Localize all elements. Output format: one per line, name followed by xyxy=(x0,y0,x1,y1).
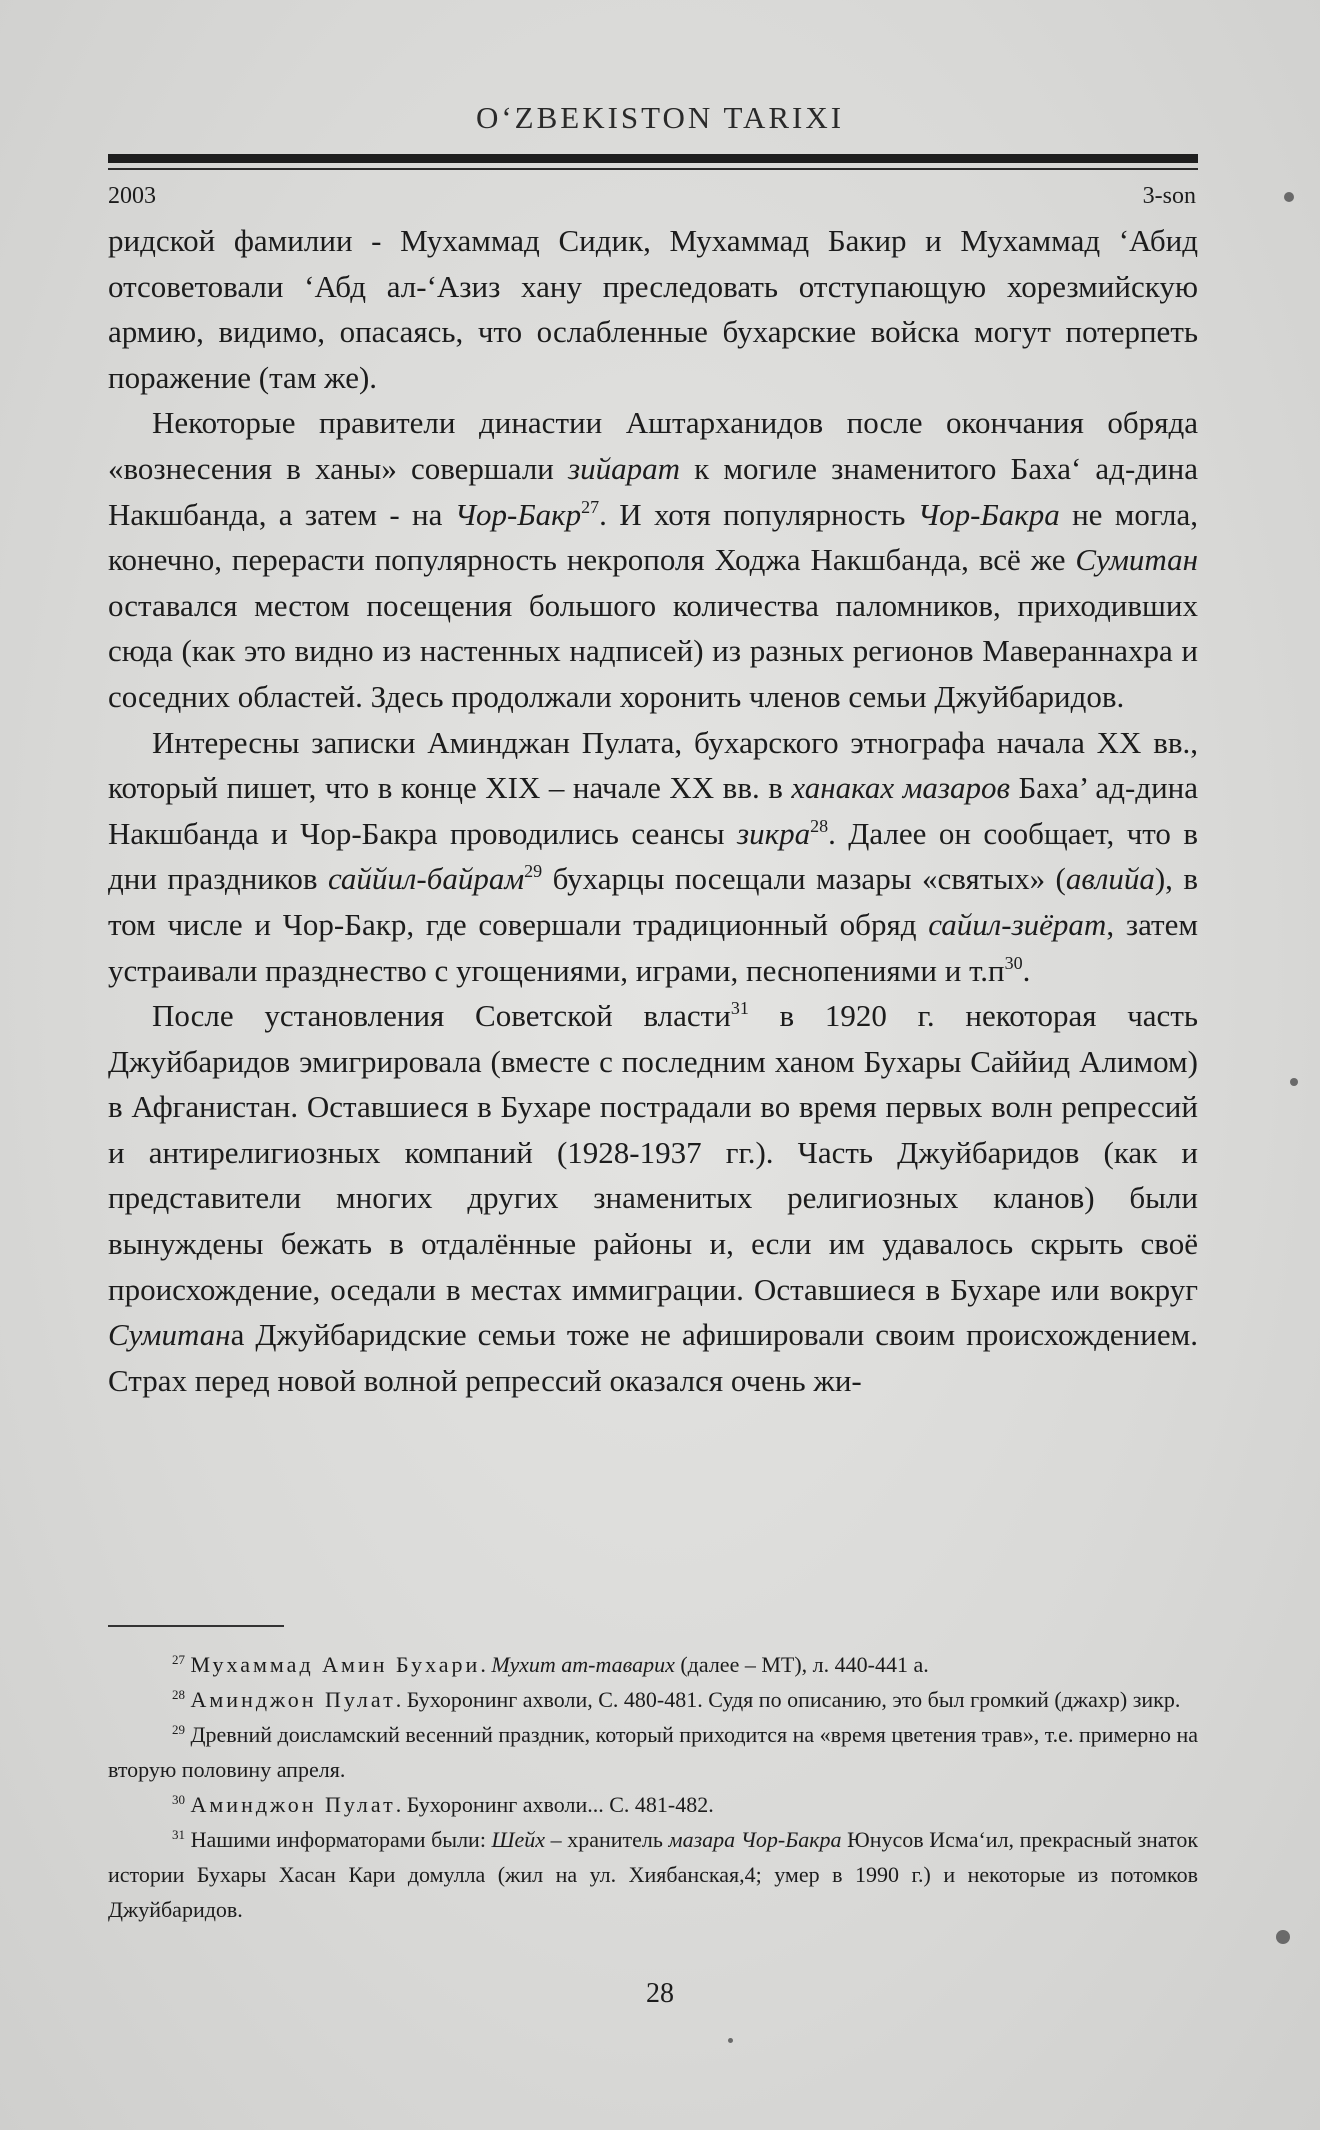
footnote-30: $^{30}$ Аминджон Пулат. Бухоронинг ахволи... С. 481-482. xyxy=(172,1792,714,1817)
scan-speck xyxy=(1290,1078,1298,1086)
page-number: 28 xyxy=(646,1978,674,2009)
footnote-ref-29[interactable]: 29 xyxy=(524,861,543,882)
header-rule-thin xyxy=(108,168,1198,170)
footnote-ref-30[interactable]: 30 xyxy=(1004,952,1023,973)
footnote-ref-31[interactable]: 31 xyxy=(730,998,749,1019)
main-text xyxy=(108,218,1198,1403)
header-rule-thick xyxy=(108,154,1198,163)
paragraph-1: ридской фамилии - Мухаммад Сидик, Мухаммад Бакир и Мухаммад ‘Абид отсоветовали ‘Абд ал-‘Азиз хану преследовать отступающую хорезмийскую армию, видимо, опасаясь, что ослабленные бухарские войска могут потерпеть поражение (там же). xyxy=(108,223,1198,395)
paragraph-2: Некоторые правители династии Аштарханидов после окончания обряда «вознесения в ханы» совершали зийарат к могиле знаменитого Баха‘ ад-дина Накшбанда, а затем - на Чор-Бакр$^{27}$. И хотя популярность Чор-Бакра не могла, конечно, перерасти популярность некрополя Ходжа Накшбанда, всё же Сумитан оставался местом посещения большого количества паломников, приходивших сюда (как это видно из настенных надписей) из разных регионов Мавераннахра и соседних областей. Здесь продолжали хоронить членов семьи Джуйбаридов. xyxy=(108,405,1198,714)
scan-speck xyxy=(1276,1930,1290,1944)
header-year: 2003 xyxy=(108,183,156,209)
footnote-ref-28[interactable]: 28 xyxy=(810,815,829,836)
journal-title: O‘ZBEKISTON TARIXI xyxy=(475,100,845,135)
footnote-31: $^{31}$ Нашими информаторами были: Шейх – хранитель мазара Чор-Бакра Юнусов Исма‘ил, прекрасный знаток истории Бухары Хасан Кари домулла (жил на ул. Хиябанская,4; умер в 1990 г.) и некоторые из потомков Джуйбаридов. xyxy=(108,1827,1199,1922)
header-issue: 3-son xyxy=(1142,183,1196,209)
paragraph-4: После установления Советской власти$^{31}$ в 1920 г. некоторая часть Джуйбаридов эмигрировала (вместе с последним ханом Бухары Саййид Алимом) в Афганистан. Оставшиеся в Бухаре пострадали во время первых волн репрессий и антирелигиозных компаний (1928-1937 гг.). Часть Джуйбаридов (как и представители многих других знаменитых религиозных кланов) были вынуждены бежать в отдалённые районы и, если им удавалось скрыть своё происхождение, оседали в местах иммиграции. Оставшиеся в Бухаре или вокруг Сумитана Джуйбаридские семьи тоже не афишировали своим происхождением. Страх перед новой волной репрессий оказался очень жи- xyxy=(108,998,1198,1398)
scan-speck xyxy=(1284,192,1294,202)
scan-speck xyxy=(728,2038,733,2043)
footnote-29: $^{29}$ Древний доисламский весенний праздник, который приходится на «время цветения трав», т.е. примерно на вторую половину апреля. xyxy=(108,1722,1199,1782)
footnote-28: $^{28}$ Аминджон Пулат. Бухоронинг ахволи, С. 480-481. Судя по описанию, это был громкий (джахр) зикр. xyxy=(172,1687,1181,1712)
footnote-27: $^{27}$ Мухаммад Амин Бухари. Мухит ат-таварих (далее – МТ), л. 440-441 а. xyxy=(172,1652,929,1677)
paragraph-3: Интересны записки Аминджан Пулата, бухарского этнографа начала XX вв., который пишет, что в конце XIX – начале XX вв. в ханаках мазаров Баха’ ад-дина Накшбанда и Чор-Бакра проводились сеансы зикра$^{28}$. Далее он сообщает, что в дни праздников саййил-байрам$^{29}$ бухарцы посещали мазары «святых» (авлийа), в том числе и Чор-Бакр, где совершали традиционный обряд сайил-зиёрат, затем устраивали празднество с угощениями, играми, песнопениями и $т.п^{30}$. xyxy=(108,724,1199,988)
footnote-separator xyxy=(108,1625,284,1627)
footnote-ref-27[interactable]: 27 xyxy=(581,496,600,517)
footnotes xyxy=(108,1647,1198,1927)
